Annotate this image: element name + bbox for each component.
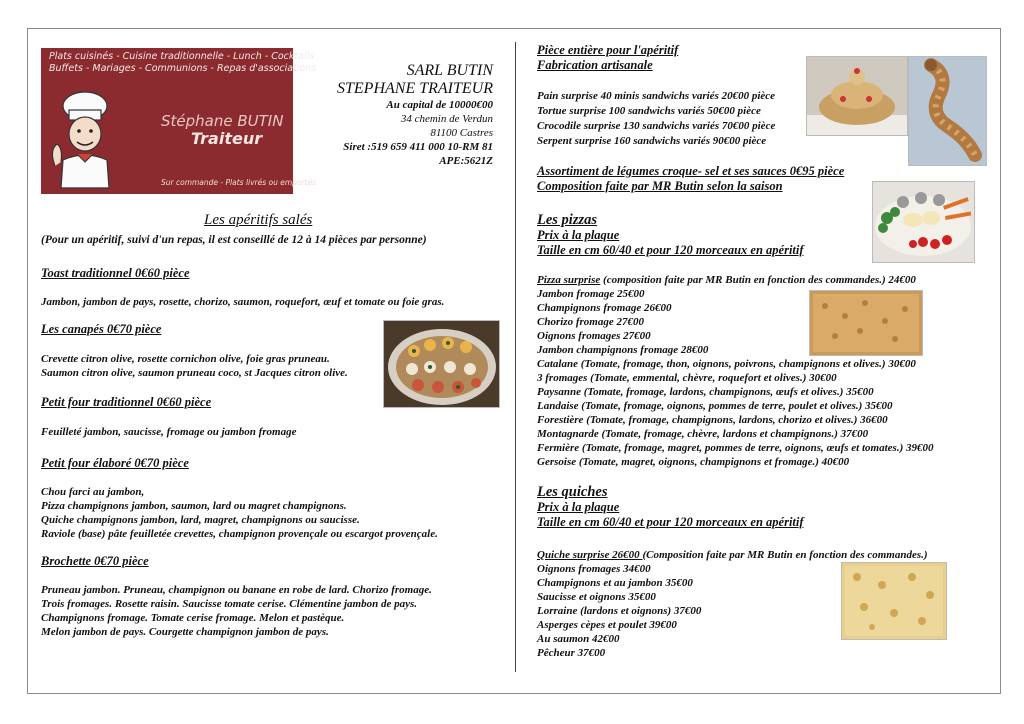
canapes-heading: Les canapés 0€70 pièce (41, 322, 162, 336)
brochette-heading: Brochette 0€70 pièce (41, 554, 149, 568)
column-divider (515, 42, 516, 672)
petit-four-elabore-heading: Petit four élaboré 0€70 pièce (41, 456, 189, 470)
company-name: SARL BUTIN (406, 62, 493, 79)
list-item: Saucisse et oignons 35€00 (537, 591, 656, 603)
company-capital: Au capital de 10000€00 (386, 99, 493, 111)
list-item: Forestière (Tomate, fromage, champignons, lardons, chorizo et olives.) 36€00 (537, 414, 888, 426)
section-title-aperitifs: Les apéritifs salés (204, 212, 313, 228)
list-item: Chou farci au jambon, (41, 486, 145, 498)
logo-tagline: Plats cuisinés - Cuisine traditionnelle - Lunch - Cocktails Buffets - Mariages - Communions - Repas d'associations (49, 51, 317, 74)
petit-four-elabore-list (41, 485, 438, 541)
pizzas-size-note: Taille en cm 60/40 et pour 120 morceaux en apéritif (537, 243, 804, 257)
brochette-list (41, 583, 432, 639)
company-logo (41, 48, 317, 194)
quiches-size-note: Taille en cm 60/40 et pour 120 morceaux en apéritif (537, 515, 804, 529)
logo-footer: Sur commande - Plats livrés ou emportés (161, 178, 317, 187)
list-item: Saumon citron olive, saumon pruneau coco, st Jacques citron olive. (41, 367, 348, 379)
list-item: Paysanne (Tomate, fromage, lardons, champignons, œufs et olives.) 35€00 (537, 386, 874, 398)
list-item: Champignons fromage. Tomate cerise fromage. Melon et pastèque. (41, 612, 345, 624)
list-item: Pruneau jambon. Pruneau, champignon ou banane en robe de lard. Chorizo fromage. (41, 584, 432, 596)
list-item: Tortue surprise 100 sandwichs variés 50€00 pièce (537, 105, 761, 117)
logo-name: Stéphane BUTIN Traiteur (161, 112, 284, 148)
quiche-surprise: Quiche surprise 26€00 (Composition faite par MR Butin en fonction des commandes.) (537, 549, 928, 561)
list-item: Crocodile surprise 130 sandwichs variés 70€00 pièce (537, 120, 776, 132)
company-ape: APE:5621Z (439, 155, 493, 167)
tortue-photo (806, 56, 908, 136)
legumes-heading: Assortiment de légumes croque- sel et ses sauces 0€95 pièce (537, 164, 845, 178)
list-item: Serpent surprise 160 sandwichs variés 90€00 pièce (537, 135, 767, 147)
list-item: Asperges cèpes et poulet 39€00 (537, 619, 677, 631)
list-item: Au saumon 42€00 (537, 633, 620, 645)
legumes-image-icon (873, 182, 974, 262)
legumes-photo (872, 181, 975, 263)
quiches-pricing (537, 500, 804, 530)
company-street: 34 chemin de Verdun (400, 113, 493, 125)
list-item: Catalane (Tomate, fromage, thon, oignons, poivrons, champignons et olives.) 30€00 (537, 358, 916, 370)
canapes-photo (383, 320, 500, 408)
pizza-image-icon (810, 291, 922, 355)
petit-four-heading: Petit four traditionnel 0€60 pièce (41, 395, 212, 409)
toast-list (41, 295, 444, 309)
company-owner: STEPHANE TRAITEUR (337, 80, 493, 97)
piece-subheading: Fabrication artisanale (537, 58, 653, 72)
quiches-price-note: Prix à la plaque (537, 500, 620, 514)
list-item: 3 fromages (Tomate, emmental, chèvre, roquefort et olives.) 30€00 (537, 372, 837, 384)
list-item: Montagnarde (Tomate, fromage, chèvre, lardons et champignons.) 37€00 (537, 428, 869, 440)
list-item: Landaise (Tomate, fromage, oignons, pommes de terre, poulet et olives.) 35€00 (537, 400, 893, 412)
pizzas-pricing (537, 228, 804, 258)
petit-four-list (41, 425, 296, 439)
tortue-image-icon (807, 57, 907, 135)
list-item: Fermière (Tomate, fromage, magret, pommes de terre, oignons, œufs et tomates.) 39€00 (537, 442, 934, 454)
list-item: Oignons fromages 27€00 (537, 330, 651, 342)
chef-icon (47, 88, 117, 188)
quiches-list (537, 562, 701, 660)
serpent-photo (908, 56, 987, 166)
piece-heading: Pièce entière pour l'apéritif (537, 43, 679, 57)
pizza-surprise: Pizza surprise (composition faite par MR Butin en fonction des commandes.) 24€00 (537, 274, 916, 286)
list-item: Oignons fromages 34€00 (537, 563, 651, 575)
list-item: Jambon champignons fromage 28€00 (537, 344, 709, 356)
company-siret: Siret :519 659 411 000 10-RM 81 (343, 141, 493, 153)
list-item: Jambon fromage 25€00 (537, 288, 645, 300)
list-item: Melon jambon de pays. Courgette champignon jambon de pays. (41, 626, 329, 638)
aperitifs-subtitle: (Pour un apéritif, suivi d'un repas, il est conseillé de 12 à 14 pièces par personne) (41, 234, 427, 246)
list-item: Raviole (base) pâte feuilletée crevettes, champignon provençale ou escargot provençale. (41, 528, 438, 540)
list-item: Champignons et au jambon 35€00 (537, 577, 693, 589)
section-title-pizzas: Les pizzas (537, 212, 598, 228)
list-item: Quiche champignons jambon, lard, magret, champignons ou saucisse. (41, 514, 360, 526)
list-item: Trois fromages. Rosette raisin. Saucisse tomate cerise. Clémentine jambon de pays. (41, 598, 418, 610)
toast-heading: Toast traditionnel 0€60 pièce (41, 266, 190, 280)
list-item: Crevette citron olive, rosette cornichon olive, foie gras pruneau. (41, 353, 330, 365)
list-item: Pizza champignons jambon, saumon, lard ou magret champignons. (41, 500, 347, 512)
list-item: Feuilleté jambon, saucisse, fromage ou jambon fromage (41, 426, 297, 438)
pizza-photo (809, 290, 923, 356)
serpent-image-icon (909, 57, 986, 165)
company-city: 81100 Castres (430, 127, 493, 139)
list-item: Champignons fromage 26€00 (537, 302, 672, 314)
piece-entiere-section (537, 43, 678, 73)
list-item: Pêcheur 37€00 (537, 647, 606, 659)
legumes-section (537, 164, 844, 194)
list-item: Chorizo fromage 27€00 (537, 316, 644, 328)
quiche-photo (841, 562, 947, 640)
canapes-image-icon (384, 321, 499, 407)
legumes-subheading: Composition faite par MR Butin selon la saison (537, 179, 783, 193)
piece-list (537, 89, 775, 149)
canapes-list (41, 352, 348, 380)
list-item: Lorraine (lardons et oignons) 37€00 (537, 605, 702, 617)
list-item: Gersoise (Tomate, magret, oignons, champignons et fromage.) 40€00 (537, 456, 850, 468)
section-title-quiches: Les quiches (537, 484, 608, 500)
list-item: Pain surprise 40 minis sandwichs variés 20€00 pièce (537, 90, 776, 102)
quiche-image-icon (842, 563, 946, 639)
list-item: Jambon, jambon de pays, rosette, chorizo, saumon, roquefort, œuf et tomate ou foie gras. (41, 296, 445, 308)
pizzas-price-note: Prix à la plaque (537, 228, 620, 242)
company-header (337, 62, 493, 168)
